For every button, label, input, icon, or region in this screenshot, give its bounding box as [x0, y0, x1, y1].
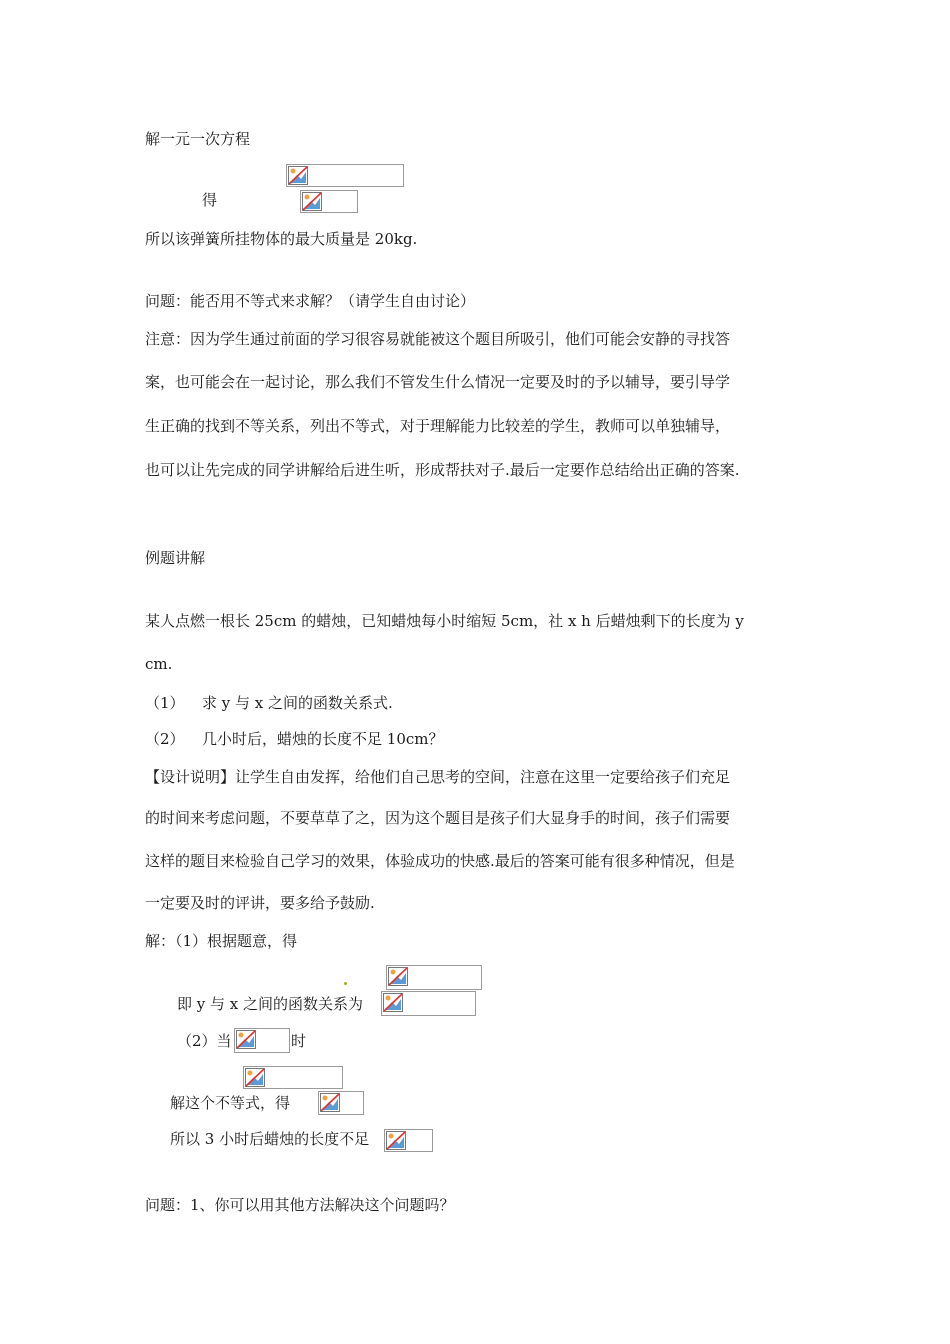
question-number: （1）: [145, 694, 185, 712]
text-line: 解一元一次方程: [145, 130, 251, 148]
question-number: （2）: [145, 730, 185, 748]
section-heading: 例题讲解: [145, 549, 206, 567]
text-line: 问题：能否用不等式来求解？（请学生自由讨论）: [145, 292, 476, 310]
text-line: 时: [291, 1032, 307, 1050]
question-text: 几小时后，蜡烛的长度不足 10cm？: [202, 730, 444, 748]
text-line: 某人点燃一根长 25cm 的蜡烛，已知蜡烛每小时缩短 5cm，社 x h 后蜡烛剩下的长度为 y: [145, 612, 744, 630]
question-text: 求 y 与 x 之间的函数关系式.: [202, 694, 393, 712]
formula-image: [386, 965, 482, 990]
text-line: 这样的题目来检验自己学习的效果，体验成功的快感.最后的答案可能有很多种情况，但是: [145, 852, 735, 870]
broken-image-icon: [236, 1030, 256, 1049]
formula-image: [286, 164, 404, 187]
broken-image-icon: [388, 967, 408, 986]
text-line: 得: [202, 191, 218, 209]
text-line: （2）当: [177, 1032, 232, 1050]
formula-image: [300, 190, 358, 213]
text-line: 案，也可能会在一起讨论，那么我们不管发生什么情况一定要及时的予以辅导，要引导学: [145, 373, 731, 391]
broken-image-icon: [302, 192, 322, 211]
broken-image-icon: [383, 993, 403, 1012]
formula-image: [234, 1028, 290, 1053]
formula-image: [381, 991, 476, 1016]
text-line: 所以 3 小时后蜡烛的长度不足: [170, 1130, 370, 1148]
broken-image-icon: [245, 1068, 265, 1087]
text-line: 所以该弹簧所挂物体的最大质量是 20kg.: [145, 230, 418, 248]
formula-image: [318, 1091, 364, 1115]
text-line: 也可以让先完成的同学讲解给后进生听，形成帮扶对子.最后一定要作总结给出正确的答案.: [145, 461, 740, 479]
formula-image: [243, 1066, 343, 1089]
broken-image-icon: [386, 1131, 406, 1150]
text-line: 问题：1、你可以用其他方法解决这个问题吗？: [145, 1196, 455, 1214]
text-line: 注意：因为学生通过前面的学习很容易就能被这个题目所吸引，他们可能会安静的寻找答: [145, 330, 731, 348]
text-line: 的时间来考虑问题，不要草草了之，因为这个题目是孩子们大显身手的时间，孩子们需要: [145, 809, 731, 827]
formula-image: [384, 1129, 433, 1152]
broken-image-icon: [288, 166, 308, 185]
text-line: 解这个不等式，得: [170, 1094, 291, 1112]
text-line: 【设计说明】让学生自由发挥，给他们自己思考的空间，注意在这里一定要给孩子们充足: [145, 768, 731, 786]
broken-image-icon: [320, 1093, 340, 1112]
text-line: 即 y 与 x 之间的函数关系为: [177, 995, 364, 1013]
text-line: cm.: [145, 655, 173, 673]
text-line: 一定要及时的评讲，要多给予鼓励.: [145, 894, 375, 912]
mark-dot: [344, 982, 347, 985]
text-line: 生正确的找到不等关系，列出不等式，对于理解能力比较差的学生，教师可以单独辅导，: [145, 417, 731, 435]
text-line: 解：（1）根据题意，得: [145, 932, 298, 950]
